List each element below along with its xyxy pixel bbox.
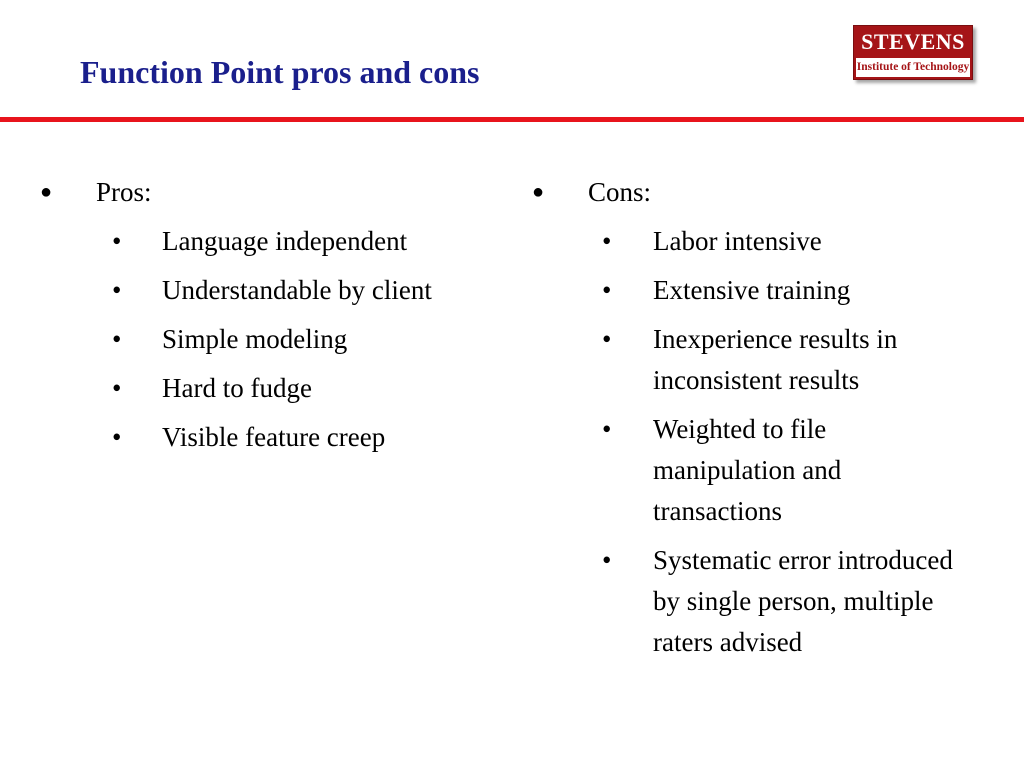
- bullet-icon: •: [112, 226, 122, 256]
- pros-column: [40, 172, 510, 466]
- bullet-icon: •: [112, 324, 122, 354]
- logo-band: [856, 58, 970, 77]
- bullet-icon: •: [602, 226, 612, 256]
- stevens-logo: [853, 25, 973, 80]
- list-item: [532, 319, 972, 401]
- list-item-text: Visible feature creep: [162, 422, 386, 452]
- logo-name: STEVENS: [861, 29, 965, 54]
- list-item: [40, 417, 510, 458]
- list-item-text: Extensive training: [653, 275, 851, 305]
- list-item-text: Simple modeling: [162, 324, 348, 354]
- list-item: [532, 409, 972, 532]
- list-item-text: Language independent: [162, 226, 408, 256]
- list-item-text: Systematic error introduced by single person, multiple raters advised: [653, 545, 953, 657]
- list-item-text: Weighted to file manipulation and transactions: [653, 414, 842, 526]
- bullet-icon: •: [602, 275, 612, 305]
- list-item: [40, 270, 510, 311]
- bullet-dot-icon: ●: [532, 181, 545, 203]
- pros-list: [40, 221, 510, 458]
- bullet-icon: •: [602, 545, 612, 575]
- list-item: [40, 221, 510, 262]
- list-item-text: Labor intensive: [653, 226, 822, 256]
- list-item: [532, 270, 972, 311]
- bullet-icon: •: [602, 414, 612, 444]
- bullet-icon: •: [112, 275, 122, 305]
- title-divider: [0, 117, 1024, 122]
- cons-column: [532, 172, 972, 671]
- pros-heading-label: Pros:: [96, 177, 152, 207]
- bullet-icon: •: [602, 324, 612, 354]
- cons-heading: [532, 172, 972, 213]
- list-item-text: Hard to fudge: [162, 373, 312, 403]
- list-item: [532, 221, 972, 262]
- bullet-dot-icon: ●: [40, 181, 53, 203]
- list-item: [40, 319, 510, 360]
- bullet-icon: •: [112, 373, 122, 403]
- bullet-icon: •: [112, 422, 122, 452]
- list-item: [40, 368, 510, 409]
- cons-heading-label: Cons:: [588, 177, 652, 207]
- slide-title: Function Point pros and cons: [80, 54, 480, 90]
- list-item-text: Understandable by client: [162, 275, 432, 305]
- logo-subtitle: Institute of Technology: [856, 61, 970, 73]
- list-item-text: Inexperience results in inconsistent results: [653, 324, 898, 395]
- list-item: [532, 540, 972, 663]
- pros-heading: [40, 172, 510, 213]
- cons-list: [532, 221, 972, 663]
